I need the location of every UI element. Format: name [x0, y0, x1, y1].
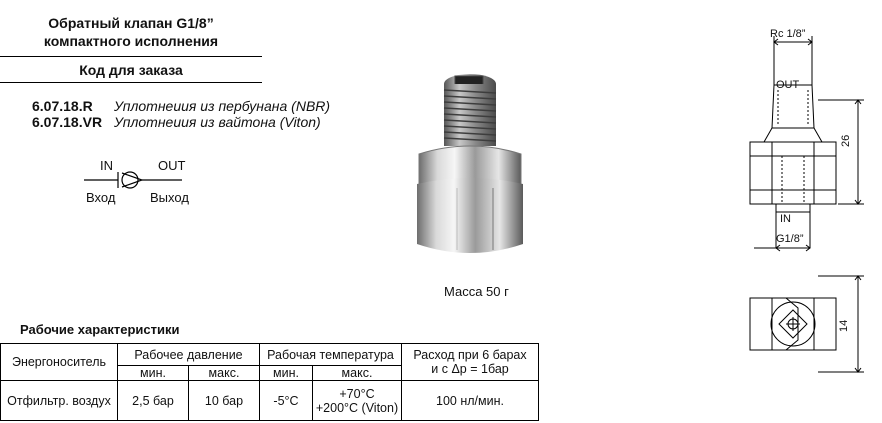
table-header-row: [1, 344, 539, 366]
drawing-out-label: OUT: [776, 79, 800, 91]
order-code-heading: Код для заказа: [79, 62, 183, 78]
flow-value: 100 нл/мин.: [402, 381, 539, 421]
pressure-max-header: макс.: [189, 366, 260, 381]
symbol-in-label: IN: [100, 158, 113, 173]
temp-min-header: мин.: [260, 366, 313, 381]
order-code: 6.07.18.VR: [32, 114, 103, 130]
symbol-out-label: OUT: [158, 158, 186, 173]
thread-top-label: Rc 1/8”: [770, 28, 806, 40]
temp-max-line-2: +200°C (Viton): [315, 400, 399, 415]
title-line-1: Обратный клапан G1/8”: [48, 15, 214, 31]
product-photo: [405, 38, 535, 278]
technical-drawing: [738, 30, 882, 395]
check-valve-symbol-icon: [84, 168, 184, 192]
performance-table: [0, 343, 539, 421]
medium-value: Отфильтр. воздух: [1, 381, 118, 421]
pressure-header: Рабочее давление: [118, 344, 260, 366]
divider-order: [0, 82, 262, 83]
order-code-row: [32, 114, 321, 130]
flow-header-line-1: Расход при 6 барах: [413, 348, 527, 362]
title-line-2: компактного исполнения: [43, 33, 219, 49]
temp-max-value: [313, 381, 402, 421]
drawing-in-label: IN: [780, 213, 791, 225]
product-mass: Масса 50 г: [444, 284, 509, 299]
order-code-row: [32, 98, 330, 114]
symbol-output-label: Выход: [150, 190, 189, 205]
order-code-description: Уплотнеиия из пербунана (NBR): [114, 98, 331, 114]
order-code-description: Уплотнеиия из вайтона (Viton): [114, 114, 321, 130]
height-dimension-label: 26: [840, 134, 852, 147]
performance-title: Рабочие характеристики: [20, 322, 180, 337]
temp-min-value: -5°C: [260, 381, 313, 421]
width-dimension-label: 14: [838, 319, 850, 332]
order-code: 6.07.18.R: [32, 98, 93, 114]
pressure-min-header: мин.: [118, 366, 189, 381]
temperature-header: Рабочая температура: [260, 344, 402, 366]
temp-max-line-1: +70°C: [339, 386, 375, 401]
product-title: [0, 14, 262, 50]
thread-bottom-label: G1/8”: [776, 233, 804, 245]
temp-max-header: макс.: [313, 366, 402, 381]
symbol-input-label: Вход: [86, 190, 116, 205]
medium-header: Энергоноситель: [1, 344, 118, 381]
flow-header: [402, 344, 539, 381]
pressure-max-value: 10 бар: [189, 381, 260, 421]
table-row: [1, 381, 539, 421]
divider-top: [0, 56, 262, 57]
flow-header-line-2: и с Δp = 1бар: [431, 362, 509, 376]
pressure-min-value: 2,5 бар: [118, 381, 189, 421]
